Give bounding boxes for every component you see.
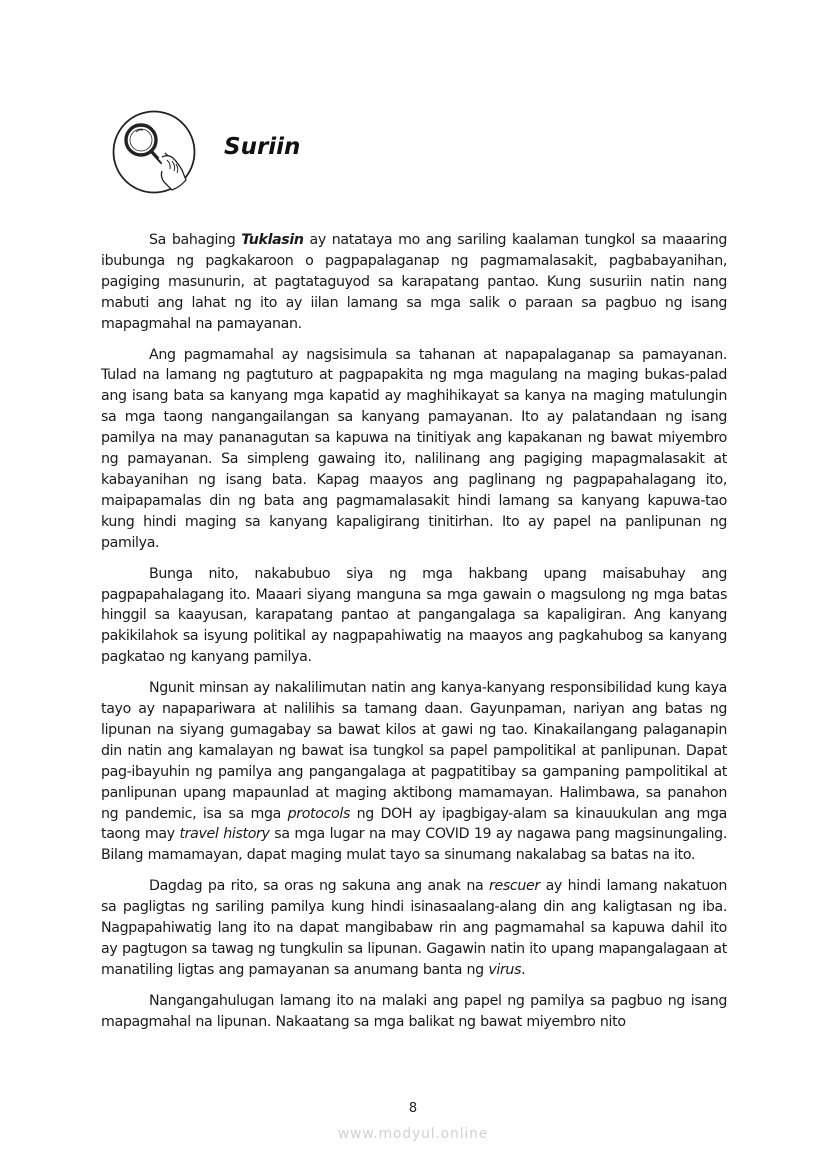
paragraph-text: ng DOH ay ipagbigay-alam sa kinauukulan ang mga taong may [101,805,728,843]
emphasized-term: Tuklasin [241,232,304,248]
paragraph [101,230,727,335]
section-title: Suriin [224,134,301,160]
paragraph-text: Ang pagmamahal ay nagsisimula sa tahanan at napapalaganap sa pamayanan. Tulad na lamang ng pagtuturo at pagpapakita ng mga magulang na maging bukas-palad ang isang bata sa kanyang mga kapatid ay maghihikayat sa kanya na maging matulungin sa mga taong nangangailangan sa kanyang pamayanan. Ito ay palatandaan ng isang pamilya na may pananagutan sa kapuwa na tinitiyak ang kapakanan ng bawat miyembro ng pamayanan. Sa simpleng gawaing ito, nalilinang ang pagiging mapagmalasakit at kabayanihan ng isang bata. Kapag maayos ang paglinang ng pagpapahalagang ito, maipapamalas din ng bata ang pagmamalasakit hindi lamang sa kanyang kapuwa-tao kung hindi maging sa kanyang kapaligirang tinitirhan. Ito ay papel na panlipunan ng pamilya. [101,346,727,551]
watermark: www.modyul.online [337,1126,489,1142]
paragraph [101,991,727,1033]
paragraph-text: . [521,961,526,978]
italic-term: rescuer [489,878,540,895]
paragraph [101,564,727,669]
italic-term: protocols [287,805,350,822]
page-number: 8 [408,1101,418,1116]
italic-term: travel history [179,826,270,843]
italic-term: virus [488,961,522,978]
paragraph-text: Ngunit minsan ay nakalilimutan natin ang kanya-kanyang responsibilidad kung kaya tayo ay napapariwara at nalilihis sa tamang daan. Gayunpaman, nariyan ang batas ng lipunan na siyang gumagabay sa bawat kilos at gawi ng tao. Kinakailangang palaganapin din natin ang kamalayan ng bawat isa tungkol sa papel pampolitikal at panlipunan. Dapat pag-ibayuhin ng pamilya ang pangangalaga at pagpatitibay sa gampaning pampolitikal at panlipunan upang mapaunlad at maging aktibong mamamayan. Halimbawa, sa panahon ng pandemic, isa sa mga [101,680,727,822]
paragraph [101,345,727,554]
paragraph-text: ay hindi lamang nakatuon sa pagligtas ng sariling pamilya kung hindi isinasaalang-alang din ang kaligtasan ng iba. Nagpapahiwatig lang ito na dapat mangibabaw rin ang pagmamahal sa kapuwa dahil ito ay pagtugon sa tawag ng tungkulin sa lipunan. Gagawin natin ito upang mapangalagaan at manatiling ligtas ang pamayanan sa anumang banta ng [101,878,727,978]
paragraph [101,876,727,981]
magnifying-glass-icon [112,110,196,194]
paragraph-text: sa mga lugar na may COVID 19 ay nagawa pang magsinungaling. Bilang mamamayan, dapat maging mulat tayo sa sinumang nakalabag sa batas na ito. [101,826,727,864]
paragraph [101,678,727,866]
paragraph-text: Bunga nito, nakabubuo siya ng mga hakbang upang maisabuhay ang pagpapahalagang ito. Maaari siyang manguna sa mga gawain o magsulong ng mga batas hinggil sa kaayusan, karapatang pantao at pangangalaga sa kapaligiran. Ang kanyang pakikilahok sa isyung politikal ay nagpapahiwatig na maayos ang pagkahubog sa kanyang pagkatao ng kanyang pamilya. [101,565,727,666]
paragraph-text: Nangangahulugan lamang ito na malaki ang papel ng pamilya sa pagbuo ng isang mapagmahal na lipunan. Nakaatang sa mga balikat ng bawat miyembro nito [101,992,727,1030]
paragraph-text: Sa bahaging [149,232,242,248]
lesson-body [101,230,727,1043]
paragraph-text: Dagdag pa rito, sa oras ng sakuna ang anak na [149,878,490,895]
paragraph-text: ay natataya mo ang sariling kaalaman tungkol sa maaaring ibubunga ng pagkakaroon o pagpapalaganap ng pagmamalasakit, pagbabayanihan, pagiging masunurin, at pagtataguyod sa karapatang pantao. Kung susuriin natin nang mabuti ang lahat ng ito ay iilan lamang sa mga salik o paraan sa pagbuo ng isang mapagmahal na pamayanan. [101,232,727,332]
